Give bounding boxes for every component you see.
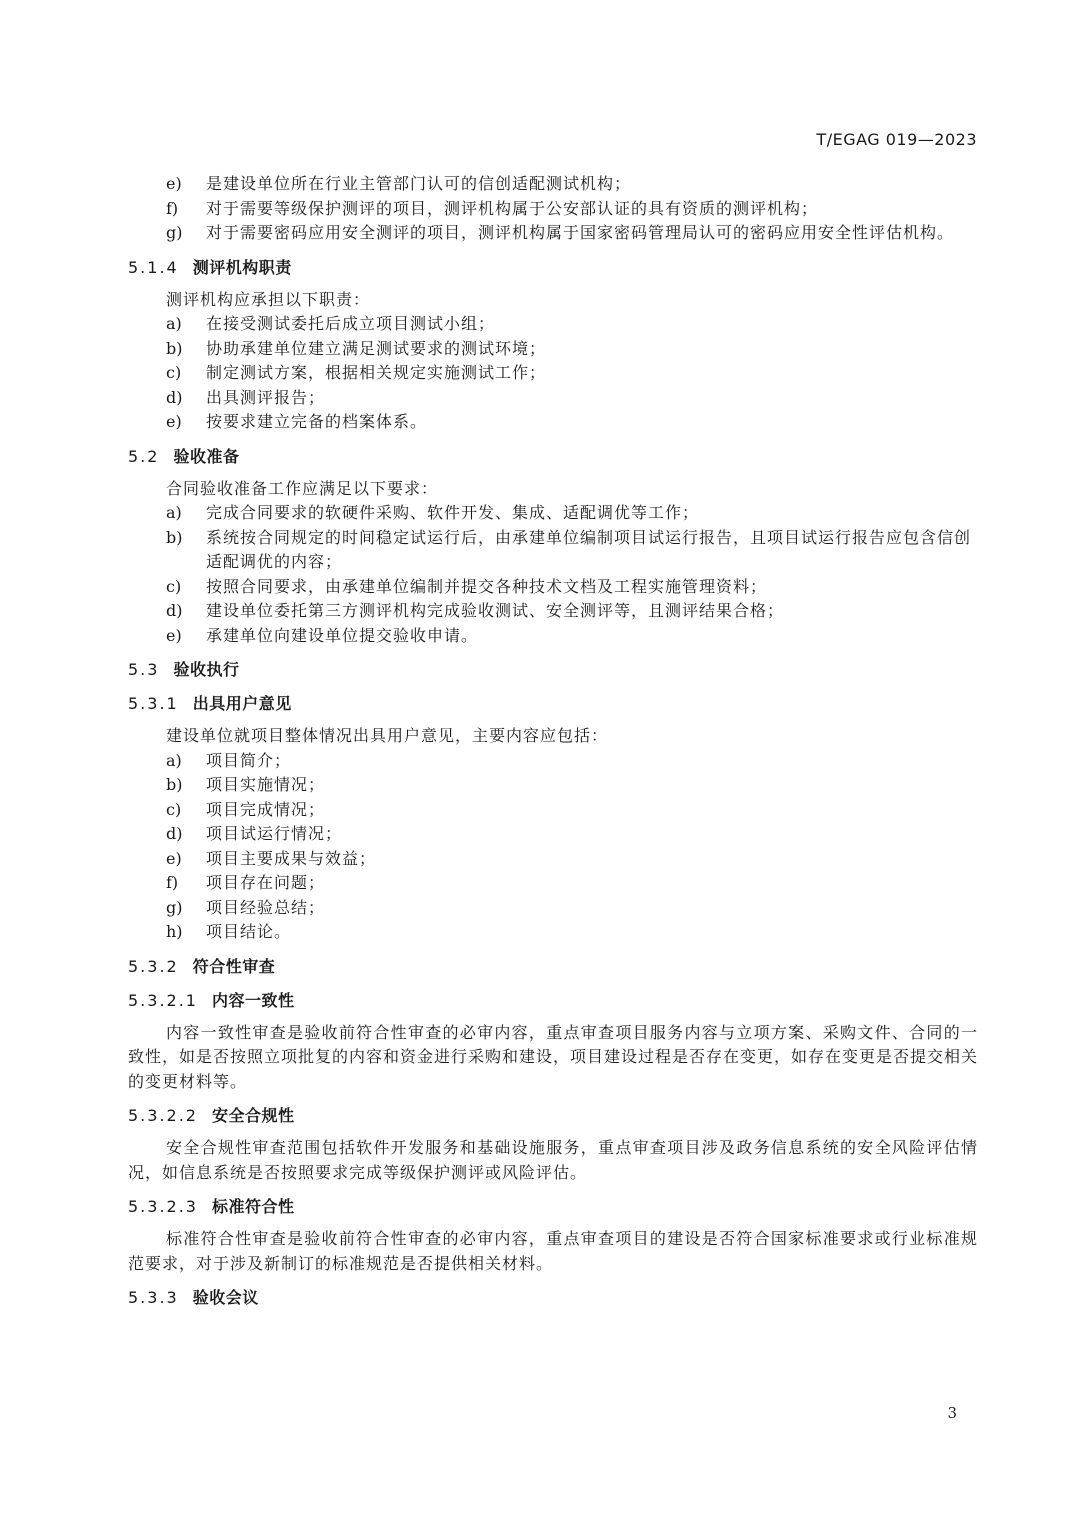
- list-text: 是建设单位所在行业主管部门认可的信创适配测试机构；: [206, 174, 632, 193]
- document-body: [128, 172, 978, 1318]
- list-text: 系统按合同规定的时间稳定试运行后，由承建单位编制项目试运行报告，且项目试运行报告应包含信创适配调优的内容；: [206, 527, 972, 571]
- section-title: 测评机构职责: [192, 257, 292, 277]
- list-marker: e): [166, 412, 182, 431]
- list-marker: e): [166, 848, 182, 868]
- list-item: [128, 798, 978, 823]
- list-item: [128, 896, 978, 921]
- list-text: 项目主要成果与效益；: [206, 848, 377, 868]
- list-text: 项目简介；: [206, 750, 292, 770]
- list-text: 出具测评报告；: [206, 387, 326, 407]
- top-list: [128, 172, 978, 246]
- list-text: 对于需要等级保护测评的项目，测评机构属于公安部认证的具有资质的测评机构；: [206, 198, 819, 218]
- list-item: [128, 337, 978, 362]
- section-number: 5.3.2.1: [128, 990, 198, 1010]
- list-marker: f): [166, 873, 179, 892]
- section-title: 验收会议: [192, 1288, 259, 1307]
- list-marker: a): [166, 750, 182, 770]
- list-item: [128, 526, 978, 575]
- list-marker: c): [166, 576, 182, 596]
- list-marker: d): [166, 824, 183, 843]
- section-number: 5.3.1: [128, 694, 179, 713]
- list-text: 项目经验总结；: [206, 897, 326, 917]
- list-marker: g): [166, 223, 183, 242]
- list-text: 项目存在问题；: [206, 873, 326, 892]
- section-heading-5-3-2-2: [128, 1104, 978, 1128]
- list-marker: e): [166, 625, 182, 645]
- list-text: 项目完成情况；: [206, 799, 326, 819]
- list-text: 项目结论。: [206, 922, 292, 941]
- paragraph: 标准符合性审查是验收前符合性审查的必审内容，重点审查项目的建设是否符合国家标准要求或行业标准规范要求，对于涉及新制订的标准规范是否提供相关材料。: [128, 1229, 978, 1273]
- section-title: 验收执行: [173, 660, 240, 679]
- paragraph: 安全合规性审查范围包括软件开发服务和基础设施服务，重点审查项目涉及政务信息系统的安全风险评估情况，如信息系统是否按照要求完成等级保护测评或风险评估。: [128, 1138, 978, 1182]
- list-text: 协助承建单位建立满足测试要求的测试环境；: [206, 338, 547, 358]
- section-title: 验收准备: [173, 446, 240, 466]
- paragraph: 内容一致性审查是验收前符合性审查的必审内容，重点审查项目服务内容与立项方案、采购文件、合同的一致性，如是否按照立项批复的内容和资金进行采购和建设，项目建设过程是否存在变更，如存在变更是否提交相关的变更材料等。: [128, 1022, 979, 1091]
- list-text: 制定测试方案，根据相关规定实施测试工作；: [206, 363, 547, 382]
- list-marker: e): [166, 174, 182, 193]
- list-marker: a): [166, 503, 182, 522]
- list-item: [128, 575, 978, 600]
- list-item: [128, 221, 978, 246]
- section-heading-5-3-2: [128, 955, 978, 979]
- list-item: [128, 599, 978, 624]
- section-title: 出具用户意见: [192, 694, 292, 713]
- section-title: 符合性审查: [192, 956, 276, 976]
- section-heading-5-1-4: [128, 256, 978, 280]
- list-item: [128, 172, 978, 197]
- list-marker: h): [166, 922, 183, 941]
- list-item: [128, 361, 978, 386]
- list-item: [128, 197, 978, 222]
- list-marker: d): [166, 387, 183, 407]
- list-text: 对于需要密码应用安全测评的项目，测评机构属于国家密码管理局认可的密码应用安全性评估机构。: [206, 223, 955, 242]
- list-text: 项目试运行情况；: [206, 824, 343, 843]
- section-heading-5-3-2-3: [128, 1195, 978, 1219]
- list-item: [128, 501, 978, 526]
- section-title: 标准符合性: [211, 1197, 295, 1216]
- list-item: [128, 410, 978, 435]
- list-item: [128, 624, 978, 649]
- section-number: 5.3.2.3: [128, 1197, 198, 1216]
- section-number: 5.3.2.2: [128, 1106, 198, 1125]
- section-heading-5-3-2-1: [128, 989, 978, 1013]
- section-heading-5-3-1: [128, 692, 978, 716]
- list-item: [128, 847, 978, 872]
- section-intro: 建设单位就项目整体情况出具用户意见，主要内容应包括：: [166, 726, 609, 745]
- list-marker: b): [166, 527, 183, 547]
- list-text: 完成合同要求的软硬件采购、软件开发、集成、适配调优等工作；: [206, 503, 700, 522]
- section-number: 5.2: [128, 446, 160, 466]
- section-number: 5.3.3: [128, 1288, 179, 1307]
- list-item: [128, 871, 978, 896]
- section-heading-5-2: [128, 445, 978, 469]
- list-text: 在接受测试委托后成立项目测试小组；: [206, 314, 496, 333]
- section-number: 5.3.2: [128, 956, 179, 976]
- list-item: [128, 920, 978, 945]
- list-item: [128, 386, 978, 411]
- section-intro: 测评机构应承担以下职责：: [166, 289, 371, 309]
- list-text: 建设单位委托第三方测评机构完成验收测试、安全测评等，且测评结果合格；: [206, 601, 785, 620]
- list-marker: c): [166, 799, 182, 819]
- section-title: 内容一致性: [211, 990, 295, 1010]
- document-code: T/EGAG 019—2023: [816, 130, 977, 149]
- list-marker: d): [166, 601, 183, 620]
- section-heading-5-3: [128, 658, 978, 682]
- section-title: 安全合规性: [211, 1106, 295, 1125]
- list-marker: g): [166, 897, 183, 917]
- list-marker: b): [166, 775, 183, 794]
- list-marker: b): [166, 338, 183, 358]
- page-number: 3: [947, 1404, 957, 1422]
- list-marker: f): [166, 198, 179, 218]
- list-item: [128, 749, 978, 774]
- list-item: [128, 773, 978, 798]
- list-item: [128, 822, 978, 847]
- list-marker: a): [166, 314, 182, 333]
- section-number: 5.3: [128, 660, 160, 679]
- list-marker: c): [166, 363, 182, 382]
- list-text: 按照合同要求，由承建单位编制并提交各种技术文档及工程实施管理资料；: [206, 576, 768, 596]
- list-text: 项目实施情况；: [206, 775, 326, 794]
- section-number: 5.1.4: [128, 257, 179, 277]
- list-text: 承建单位向建设单位提交验收申请。: [206, 625, 479, 645]
- section-heading-5-3-3: [128, 1286, 978, 1310]
- list-text: 按要求建立完备的档案体系。: [206, 412, 428, 431]
- section-intro: 合同验收准备工作应满足以下要求：: [166, 478, 439, 498]
- list-item: [128, 312, 978, 337]
